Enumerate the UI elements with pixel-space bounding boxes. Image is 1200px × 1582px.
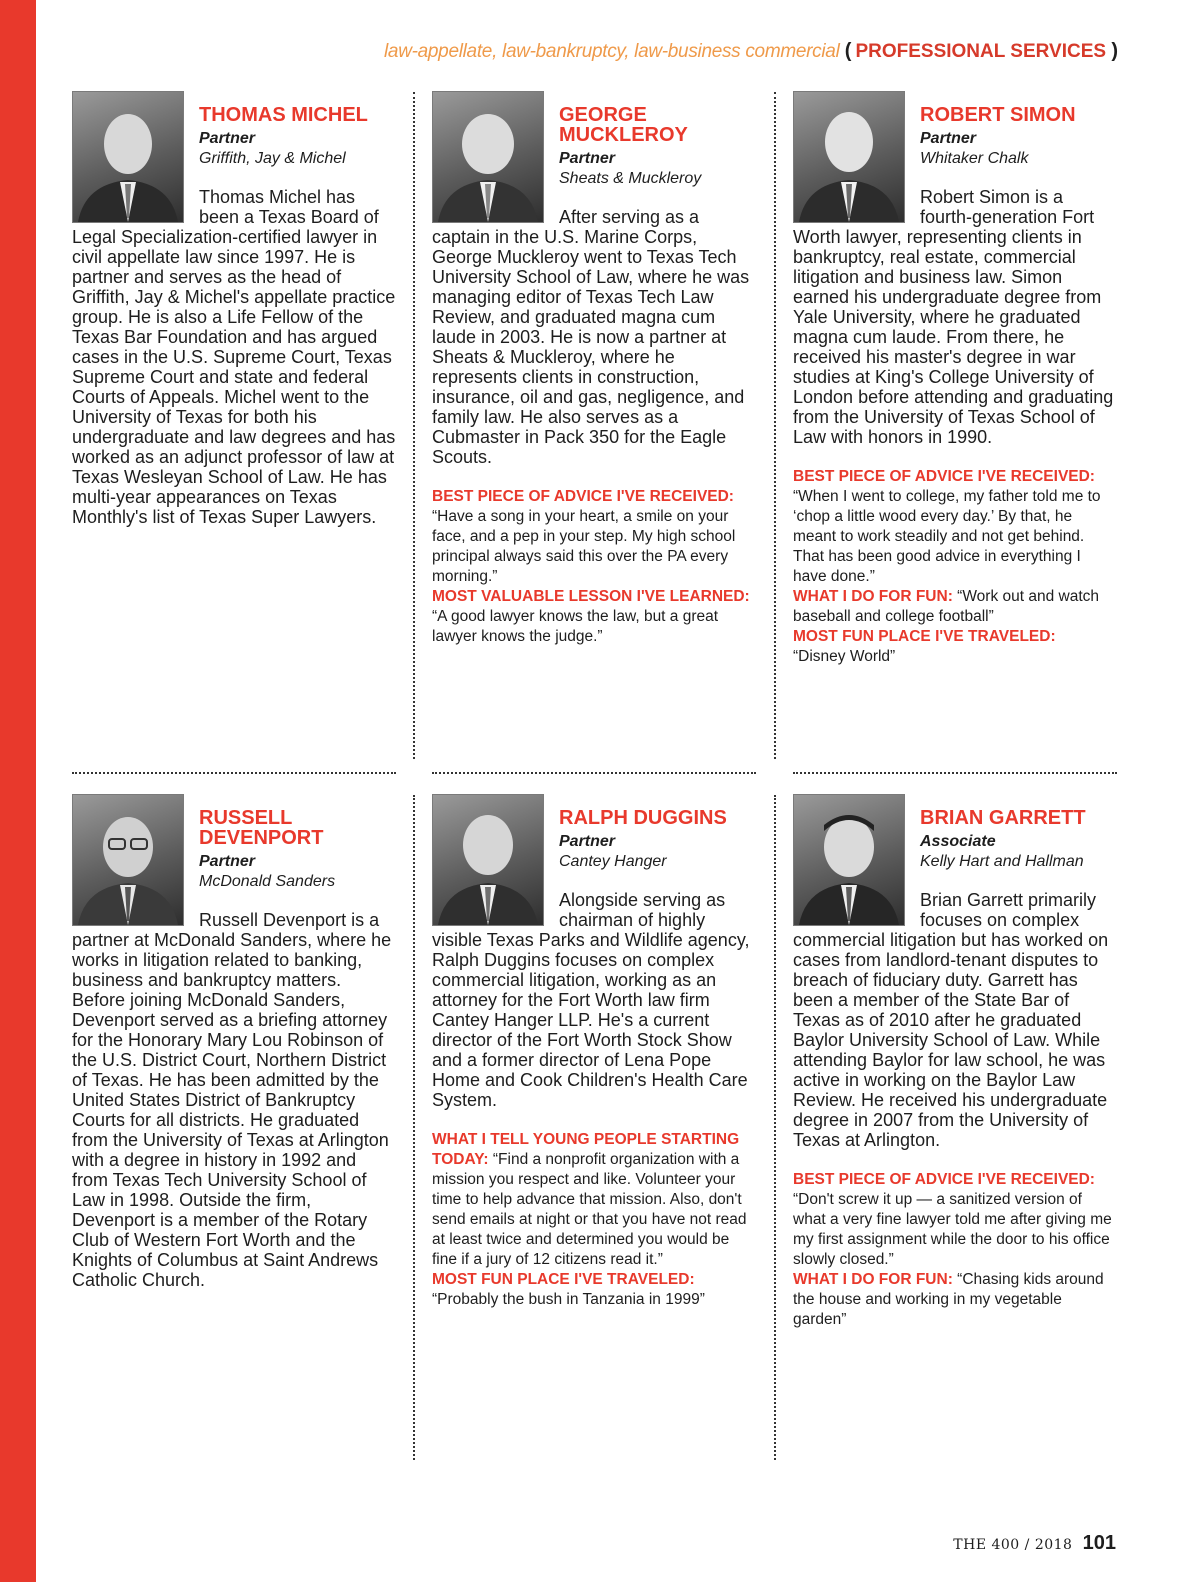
row-divider: [72, 772, 396, 774]
bio-text: Russell Devenport is a partner at McDonald Sanders, where he works in litigation related to banking, business and bankruptcy matters. Before joining McDonald Sanders, Devenport served as a briefing attorney for the Honorary Mary Lou Robinson of the U.S. District Court, Northern District of Texas. He has been admitted by the United States District of Bankruptcy Courts for all districts. He graduated from the University of Texas at Arlington with a degree in history in 1992 and from Texas Tech University School of Law in 1998. Outside the firm, Devenport is a member of the Rotary Club of Western Fort Worth and the Knights of Columbus at Saint Andrews Catholic Church.: [72, 910, 392, 1290]
section-title: PROFESSIONAL SERVICES: [855, 41, 1107, 62]
question-label: MOST FUN PLACE I'VE TRAVELED:: [432, 1271, 695, 1288]
qa-item: [793, 1270, 1117, 1330]
firm-name: Whitaker Chalk: [920, 150, 1029, 167]
firm-name: Griffith, Jay & Michel: [199, 150, 346, 167]
qa-item: [793, 627, 1117, 667]
row-divider: [432, 772, 756, 774]
answer-text: “Don't screw it up — a sanitized version of what a very fine lawyer told me after giving me my first assignment while the door to his office slowly closed.”: [793, 1191, 1112, 1268]
publication-label: THE 400 / 2018: [953, 1537, 1073, 1553]
question-label: MOST VALUABLE LESSON I'VE LEARNED:: [432, 588, 750, 605]
qa-item: [432, 487, 756, 587]
answer-text: “Work out and watch baseball and college football”: [793, 588, 1100, 625]
person-title: Partner: [559, 833, 616, 850]
bio-text: After serving as a captain in the U.S. Marine Corps, George Muckleroy went to Texas Tech University School of Law, where he was managing editor of Texas Tech Law Review, and graduated magna cum laude in 2003. He is now a partner at Sheats & Muckleroy, where he represents clients in construction, insurance, oil and gas, negligence, and family law. He also serves as a Cubmaster in Pack 350 for the Eagle Scouts.: [432, 207, 750, 467]
qa-item: [793, 467, 1117, 587]
portrait-photo: [793, 794, 905, 926]
profile-george-muckleroy: [432, 91, 756, 647]
portrait-photo: [432, 794, 544, 926]
qa-item: [432, 1270, 756, 1310]
question-label: WHAT I DO FOR FUN:: [793, 1271, 953, 1288]
profile-ralph-duggins: [432, 794, 756, 1310]
person-title: Partner: [559, 150, 616, 167]
person-name: THOMAS MICHEL: [199, 104, 368, 126]
question-label: BEST PIECE OF ADVICE I'VE RECEIVED:: [793, 468, 1095, 485]
profile-russell-devenport: [72, 794, 396, 1290]
row-divider: [793, 772, 1117, 774]
category-list: law-appellate, law-bankruptcy, law-business commercial: [384, 41, 840, 62]
question-label: WHAT I DO FOR FUN:: [793, 588, 953, 605]
red-edge-bar: [0, 0, 36, 1582]
person-title: Associate: [920, 833, 996, 850]
answer-text: “Chasing kids around the house and working in my vegetable garden”: [793, 1271, 1104, 1328]
column-divider: [413, 92, 415, 759]
person-name: RUSSELL DEVENPORT: [199, 807, 324, 849]
person-name: ROBERT SIMON: [920, 104, 1076, 126]
question-label: BEST PIECE OF ADVICE I'VE RECEIVED:: [793, 1171, 1095, 1188]
person-name: GEORGE MUCKLEROY: [559, 104, 688, 146]
person-title: Partner: [920, 130, 977, 147]
bio-text: Brian Garrett primarily focuses on complex commercial litigation but has worked on cases from landlord-tenant disputes to breach of fiduciary duty. Garrett has been a member of the State Bar of Texas as of 2010 after he graduated Baylor University School of Law. While attending Baylor for law school, he was active in working on the Baylor Law Review. He received his undergraduate degree in 2007 from the University of Texas at Arlington.: [793, 890, 1109, 1150]
qa-item: [432, 1130, 756, 1270]
bio-text: Thomas Michel has been a Texas Board of Legal Specialization-certified lawyer in civil appellate law since 1997. He is partner and serves as the head of Griffith, Jay & Michel's appellate practice group. He is also a Life Fellow of the Texas Bar Foundation and has argued cases in the U.S. Supreme Court, Texas Supreme Court and state and federal Courts of Appeals. Michel went to the University of Texas for both his undergraduate and law degrees and has worked as an adjunct professor of law at Texas Wesleyan School of Law. He has multi-year appearances on Texas Monthly's list of Texas Super Lawyers.: [72, 187, 396, 527]
answer-text: “Disney World”: [793, 648, 896, 665]
person-name: RALPH DUGGINS: [559, 807, 727, 829]
open-paren: (: [844, 40, 852, 62]
portrait-photo: [793, 91, 905, 223]
bio-text: Robert Simon is a fourth-generation Fort Worth lawyer, representing clients in bankruptcy, real estate, commercial litigation and business law. Simon earned his undergraduate degree from Yale University, where he graduated magna cum laude. From there, he received his master's degree in war studies at King's College University of London before attending and graduating from the University of Texas School of Law with honors in 1990.: [793, 187, 1114, 447]
question-label: MOST FUN PLACE I'VE TRAVELED:: [793, 628, 1056, 645]
page-footer: [953, 1532, 1116, 1555]
person-title: Partner: [199, 130, 256, 147]
bio-text: Alongside serving as chairman of highly visible Texas Parks and Wildlife agency, Ralph Duggins focuses on complex commercial litigation, working as an attorney for the Fort Worth law firm Cantey Hanger LLP. He's a current director of the Fort Worth Stock Show and a former director of Lena Pope Home and Cook Children's Health Care System.: [432, 890, 750, 1110]
profile-brian-garrett: [793, 794, 1117, 1330]
firm-name: Cantey Hanger: [559, 853, 667, 870]
portrait-photo: [432, 91, 544, 223]
answer-text: “Have a song in your heart, a smile on your face, and a pep in your step. My high school principal always said this over the PA every morning.”: [432, 508, 736, 585]
question-label: BEST PIECE OF ADVICE I'VE RECEIVED:: [432, 488, 734, 505]
answer-text: “A good lawyer knows the law, but a great lawyer knows the judge.”: [432, 608, 719, 645]
profile-thomas-michel: [72, 91, 396, 527]
section-header: [384, 40, 1118, 63]
person-name: BRIAN GARRETT: [920, 807, 1086, 829]
question-label: WHAT I TELL YOUNG PEOPLE STARTING TODAY:: [432, 1131, 740, 1168]
answer-text: “Probably the bush in Tanzania in 1999”: [432, 1291, 705, 1308]
column-divider: [774, 92, 776, 759]
qa-item: [793, 1170, 1117, 1270]
firm-name: Sheats & Muckleroy: [559, 170, 702, 187]
portrait-photo: [72, 91, 184, 223]
close-paren: ): [1111, 40, 1118, 62]
portrait-photo: [72, 794, 184, 926]
firm-name: McDonald Sanders: [199, 873, 336, 890]
firm-name: Kelly Hart and Hallman: [920, 853, 1084, 870]
person-title: Partner: [199, 853, 256, 870]
column-divider: [413, 795, 415, 1460]
profile-robert-simon: [793, 91, 1117, 667]
answer-text: “Find a nonprofit organization with a mission you respect and like. Volunteer your time to help advance that mission. Also, don't send emails at night or that you have not read at least twice and determined you would be fine if a jury of 12 citizens read it.”: [432, 1151, 747, 1268]
answer-text: “When I went to college, my father told me to ‘chop a little wood every day.’ By that, he meant to work steadily and not get behind. That has been good advice in everything I have done.”: [793, 488, 1101, 585]
column-divider: [774, 795, 776, 1460]
qa-item: [793, 587, 1117, 627]
qa-item: [432, 587, 756, 647]
page-number: 101: [1082, 1532, 1116, 1554]
